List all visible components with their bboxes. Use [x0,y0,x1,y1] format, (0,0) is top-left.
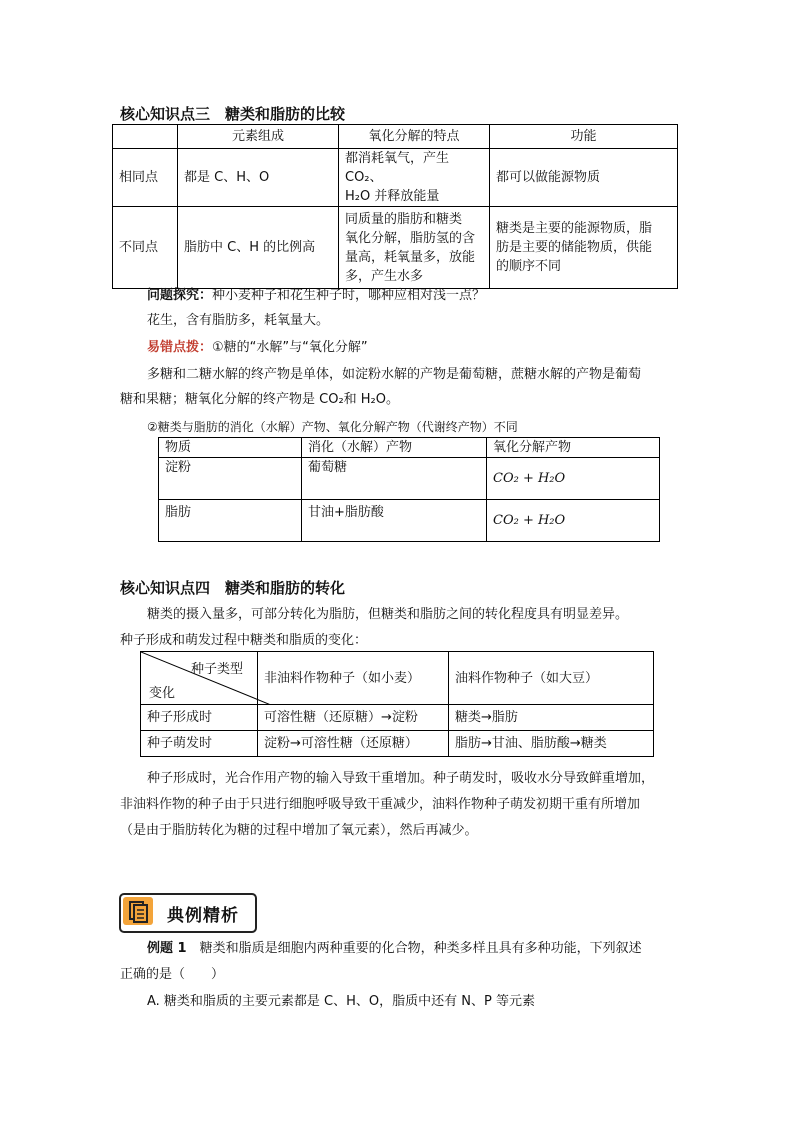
tip-line: 多糖和二糖水解的终产物是单体，如淀粉水解的产物是葡萄糖，蔗糖水解的产物是葡萄 [147,367,642,382]
table-header-cell: 氧化分解产物 [487,438,660,458]
table-cell: 脂肪中 C、H 的比例高 [178,207,339,289]
table-cell: 淀粉 [159,458,302,500]
explanation-line: 非油料作物的种子由于只进行细胞呼吸导致干重减少，油料作物种子萌发初期干重有所增加 [120,797,641,812]
table-row [159,458,660,500]
example-option-a: A. 糖类和脂质的主要元素都是 C、H、O，脂质中还有 N、P 等元素 [147,994,535,1009]
tip-point1: ①糖的“水解”与“氧化分解” [212,340,368,355]
table-cell: 糖类→脂肪 [449,705,654,731]
table-cell [490,207,678,289]
table-cell [339,149,490,207]
table-row [159,500,660,542]
row-label: 种子形成时 [141,705,258,731]
table-row [113,149,678,207]
cell-line: H₂O 并释放能量 [345,189,440,204]
cell-line: 都消耗氧气，产生 CO₂、 [345,151,450,185]
cell-line: 量高，耗氧量多，放能 [345,249,476,265]
example-line2: 正确的是（ ） [120,967,225,982]
cell-line: 糖类是主要的能源物质，脂 [496,221,653,236]
table-cell: 脂肪 [159,500,302,542]
row-label: 相同点 [113,149,178,207]
diag-top-label: 种子类型 [191,662,244,677]
table-row [141,731,654,757]
example-line [147,940,642,958]
table-header-cell: 功能 [490,125,678,149]
table-header-cell [113,125,178,149]
inquiry-question [147,287,485,305]
table-header-cell: 非油料作物种子（如小麦） [258,652,449,705]
diagonal-header-cell [141,652,258,705]
table-header-cell: 物质 [159,438,302,458]
cell-line: 的顺序不同 [496,259,562,274]
diag-bottom-label: 变化 [149,686,176,701]
tip-heading [147,339,368,357]
table-cell: 葡萄糖 [302,458,487,500]
table-header-cell: 油料作物种子（如大豆） [449,652,654,705]
table-cell: 脂肪→甘油、脂肪酸→糖类 [449,731,654,757]
example-section-badge [119,893,257,933]
comparison-table [112,124,678,289]
table-header-cell: 氧化分解的特点 [339,125,490,149]
cell-line: 肪是主要的储能物质，供能 [496,240,653,255]
table-cell [339,207,490,289]
badge-title: 典例精析 [167,906,239,926]
digestion-table [158,437,660,542]
example-label: 例题 1 [147,941,187,956]
inquiry-label: 问题探究： [147,288,213,303]
explanation-line: 种子形成时，光合作用产物的输入导致干重增加。种子萌发时，吸收水分导致鲜重增加， [147,771,655,786]
conversion-table [140,651,654,757]
table-row [113,207,678,289]
document-list-icon [123,897,153,925]
table-cell: 甘油+脂肪酸 [302,500,487,542]
table-header-cell: 元素组成 [178,125,339,149]
table-cell: CO₂ + H₂O [487,500,660,542]
cell-line: 氧化分解，脂肪氢的含 [345,230,476,246]
cell-line: 同质量的脂肪和糖类 [345,211,463,227]
table-cell: 可溶性糖（还原糖）→淀粉 [258,705,449,731]
section4-title: 核心知识点四 糖类和脂肪的转化 [120,579,346,597]
section4-intro: 种子形成和萌发过程中糖类和脂质的变化： [120,633,368,648]
example-text: 糖类和脂质是细胞内两种重要的化合物，种类多样且具有多种功能，下列叙述 [199,941,642,956]
inquiry-answer: 花生，含有脂肪多，耗氧量大。 [147,313,330,328]
table-cell: CO₂ + H₂O [487,458,660,500]
row-label: 种子萌发时 [141,731,258,757]
inquiry-text: 种小麦种子和花生种子时，哪种应相对浅一点？ [212,288,486,303]
table-row [141,705,654,731]
table-header-cell: 消化（水解）产物 [302,438,487,458]
cell-line: 多，产生水多 [345,268,424,284]
table-cell: 淀粉→可溶性糖（还原糖） [258,731,449,757]
tip-label: 易错点拨： [147,340,213,355]
table-cell: 都是 C、H、O [178,149,339,207]
explanation-line: （是由于脂肪转化为糖的过程中增加了氧元素），然后再减少。 [120,823,478,838]
section3-title: 核心知识点三 糖类和脂肪的比较 [120,105,346,123]
tip-point2: ②糖类与脂肪的消化（水解）产物、氧化分解产物（代谢终产物）不同 [147,420,518,434]
tip-line: 糖和果糖；糖氧化分解的终产物是 CO₂和 H₂O。 [120,392,400,407]
row-label: 不同点 [113,207,178,289]
table-cell: 都可以做能源物质 [490,149,678,207]
section4-para: 糖类的摄入量多，可部分转化为脂肪，但糖类和脂肪之间的转化程度具有明显差异。 [147,607,629,622]
